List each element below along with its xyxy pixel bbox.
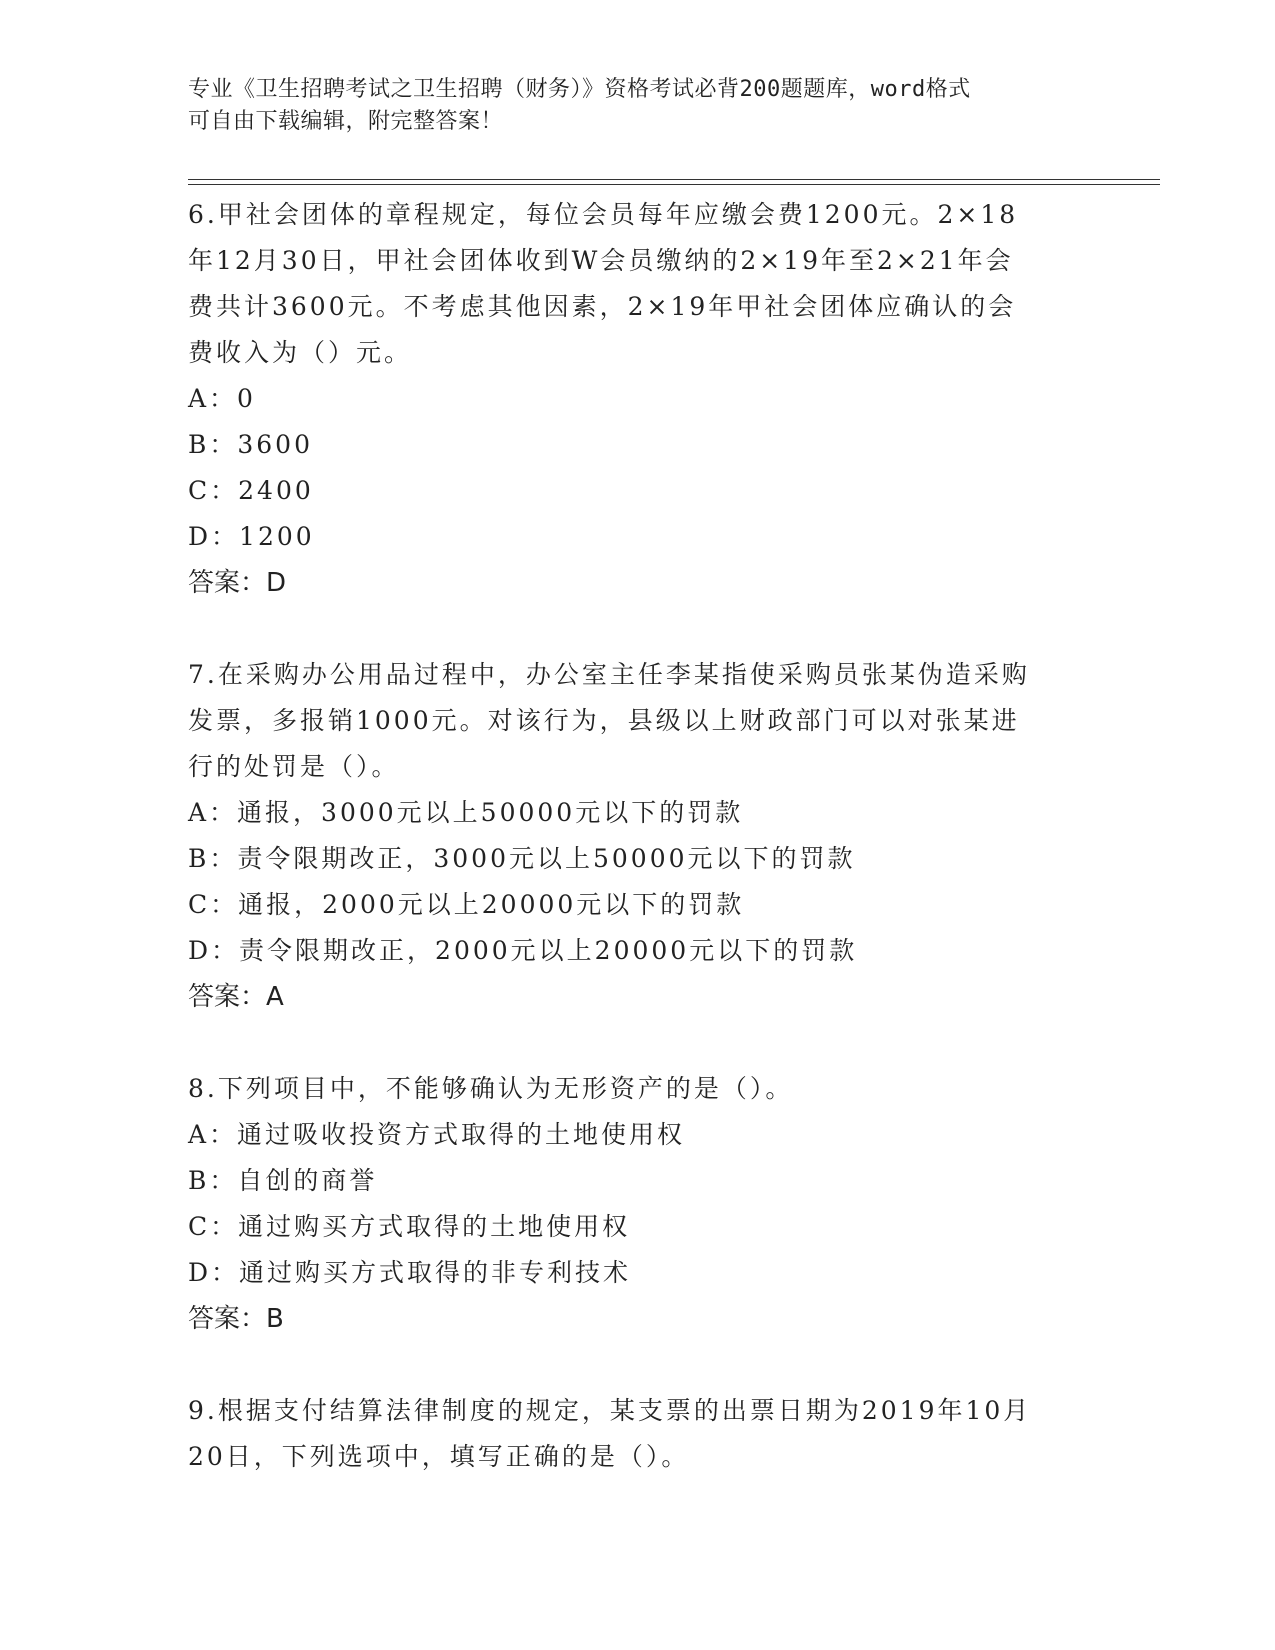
option-a: A：通报，3000元以上50000元以下的罚款	[188, 798, 744, 827]
question-list	[188, 192, 1088, 1480]
question-7	[188, 652, 1088, 1020]
spacer	[188, 606, 1088, 652]
answer: 答案：A	[188, 982, 284, 1012]
header-divider-top	[188, 179, 1160, 180]
answer: 答案：D	[188, 568, 287, 598]
question-8	[188, 1066, 1088, 1342]
document-header	[188, 74, 1088, 138]
header-title-line-1: 专业《卫生招聘考试之卫生招聘（财务）》资格考试必背200题题库，word格式	[188, 77, 971, 102]
question-6	[188, 192, 1088, 606]
spacer	[188, 1342, 1088, 1388]
spacer	[188, 1020, 1088, 1066]
option-a: A：0	[188, 384, 256, 413]
question-9	[188, 1388, 1088, 1480]
option-b: B：自创的商誉	[188, 1166, 378, 1195]
option-d: D：1200	[188, 522, 315, 551]
option-c: C：通报，2000元以上20000元以下的罚款	[188, 890, 745, 919]
option-d: D：责令限期改正，2000元以上20000元以下的罚款	[188, 936, 858, 965]
answer: 答案：B	[188, 1304, 284, 1334]
option-c: C：2400	[188, 476, 314, 505]
option-d: D：通过购买方式取得的非专利技术	[188, 1258, 632, 1287]
header-divider-bottom	[188, 184, 1160, 185]
question-text: 8.下列项目中，不能够确认为无形资产的是（）。	[188, 1074, 794, 1103]
question-text: 9.根据支付结算法律制度的规定，某支票的出票日期为2019年10月20日，下列选项中，填写正确的是（）。	[188, 1396, 1032, 1471]
option-b: B：责令限期改正，3000元以上50000元以下的罚款	[188, 844, 856, 873]
option-a: A：通过吸收投资方式取得的土地使用权	[188, 1120, 686, 1149]
header-title-line-2: 可自由下载编辑，附完整答案！	[188, 109, 504, 134]
question-text: 7.在采购办公用品过程中，办公室主任李某指使采购员张某伪造采购发票，多报销1000元。对该行为，县级以上财政部门可以对张某进行的处罚是（）。	[188, 660, 1030, 781]
question-text: 6.甲社会团体的章程规定，每位会员每年应缴会费1200元。2×18年12月30日，甲社会团体收到W会员缴纳的2×19年至2×21年会费共计3600元。不考虑其他因素，2×19年甲社会团体应确认的会费收入为（）元。	[188, 200, 1019, 367]
option-b: B：3600	[188, 430, 313, 459]
option-c: C：通过购买方式取得的土地使用权	[188, 1212, 631, 1241]
